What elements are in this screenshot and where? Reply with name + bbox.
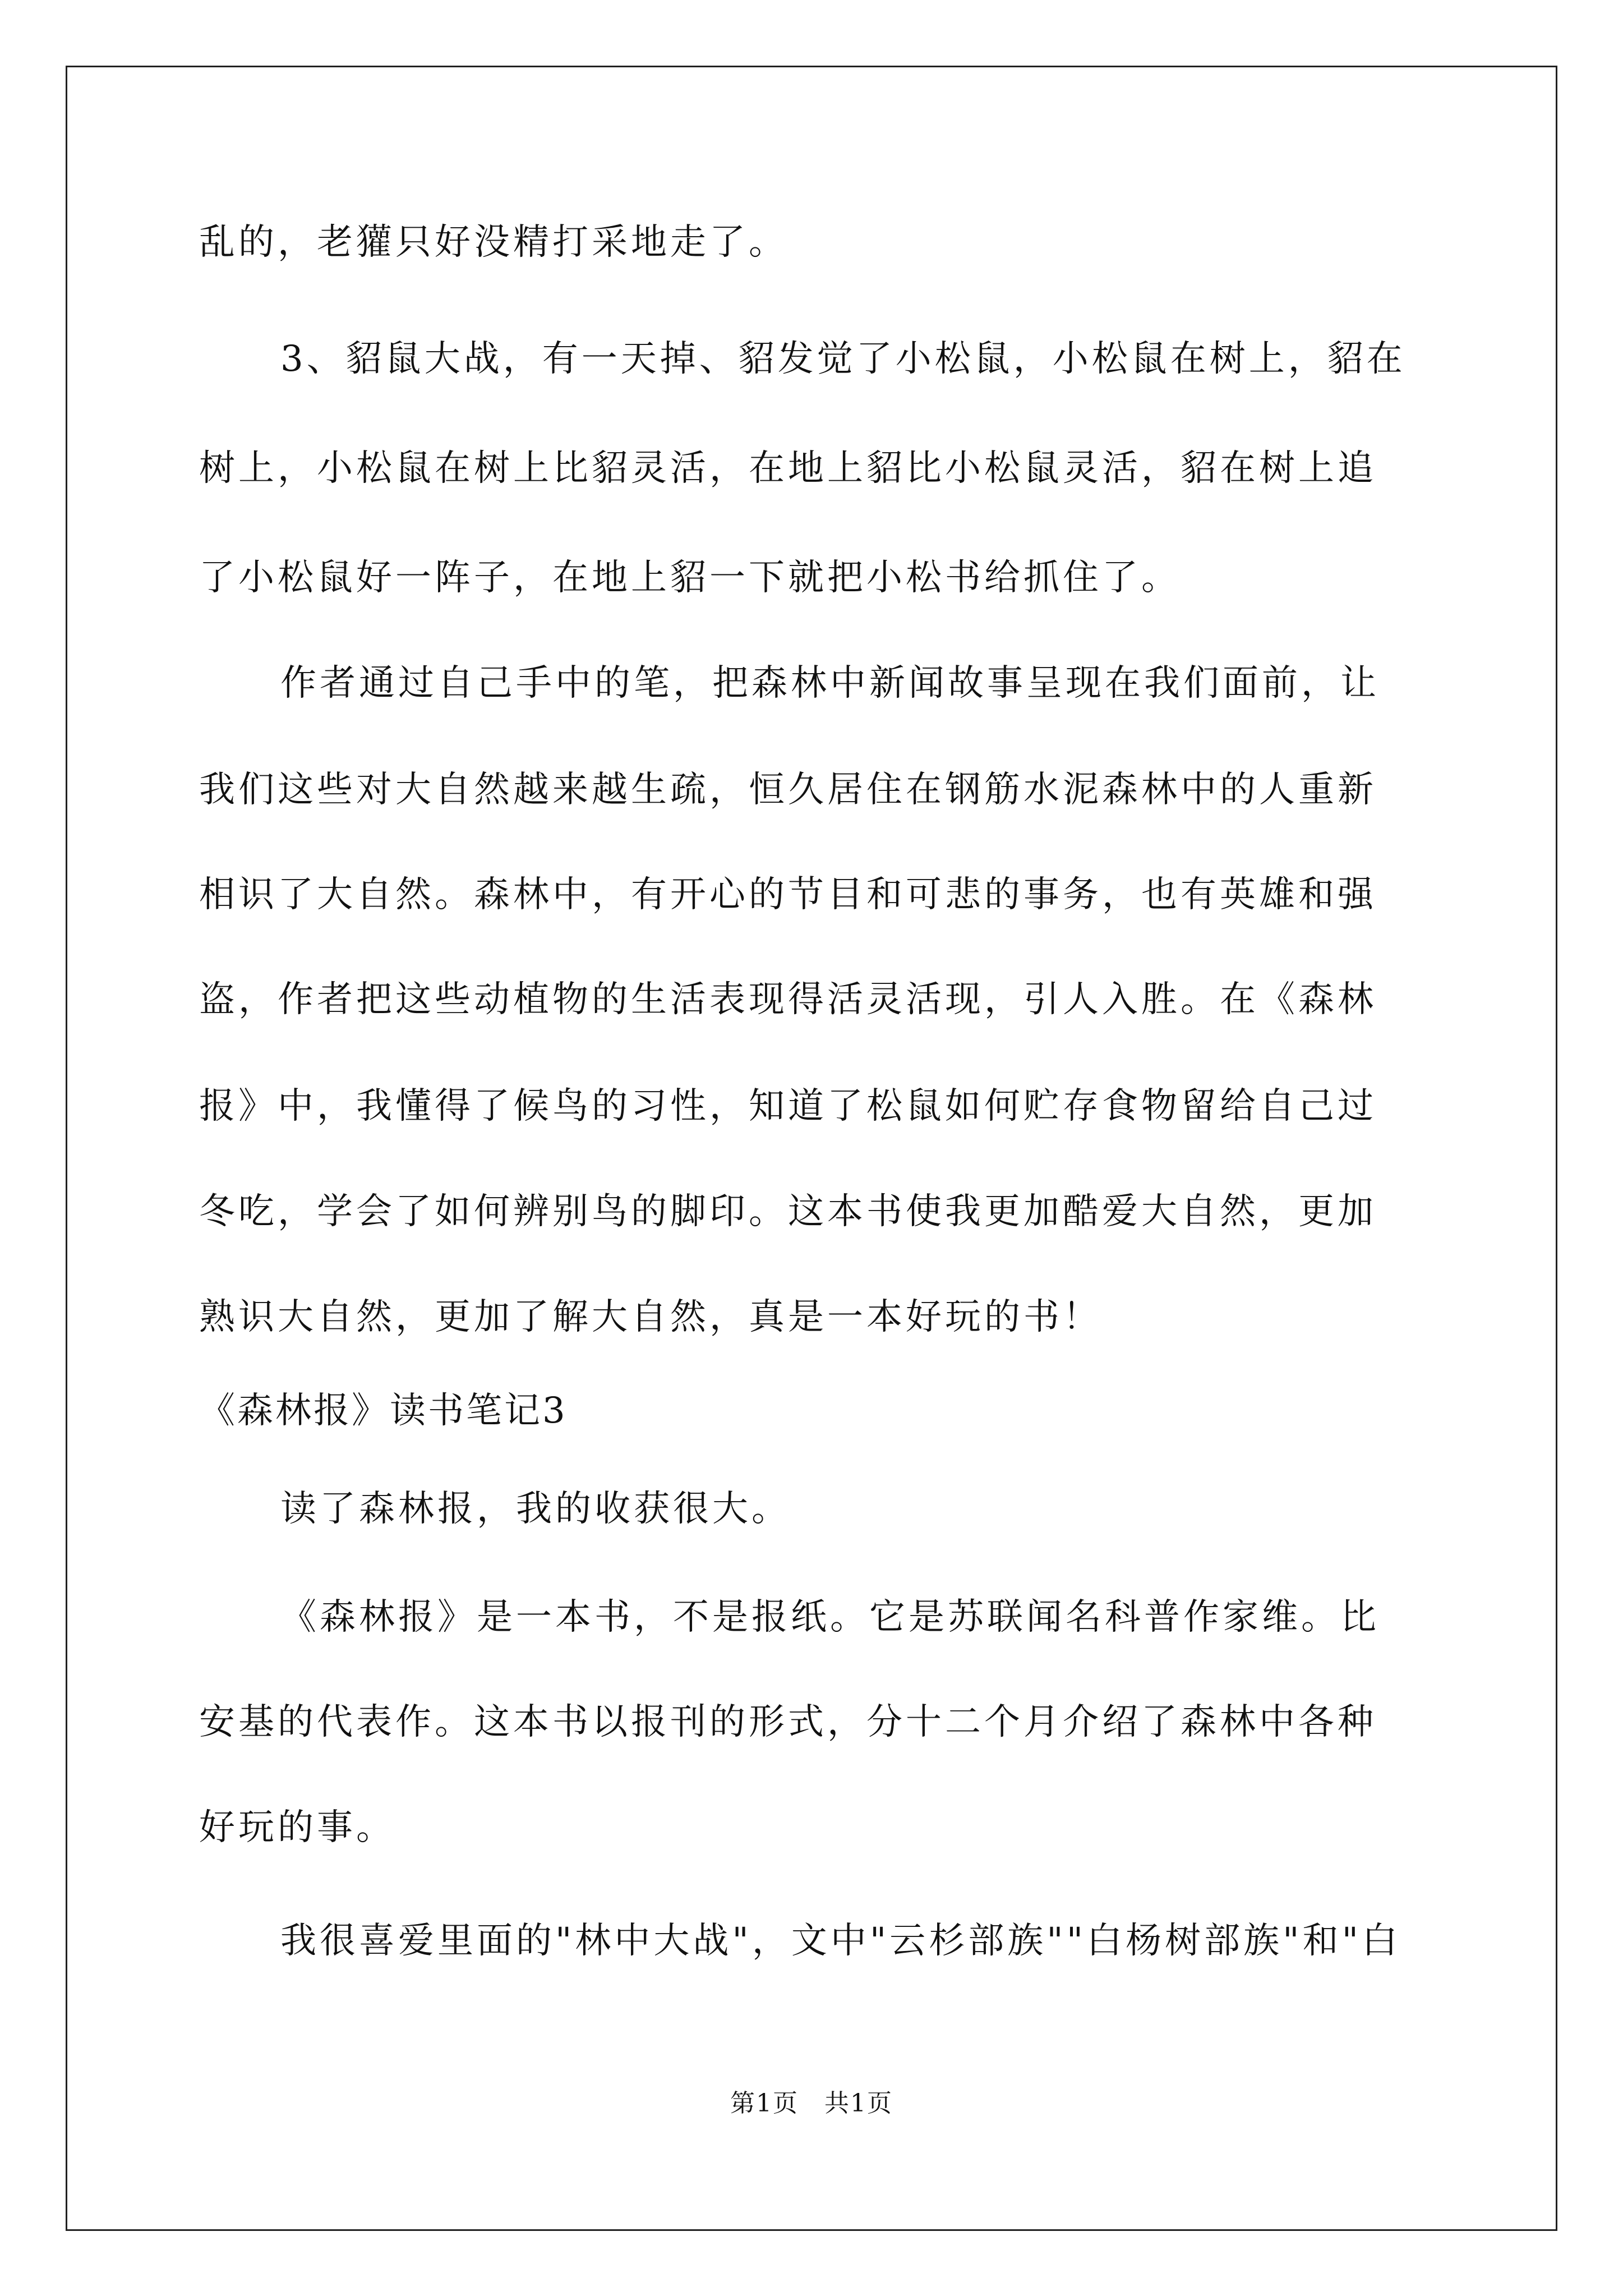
page-border <box>66 66 1557 2231</box>
paragraph-line: 《森林报》是一本书，不是报纸。它是苏联闻名科普作家维。比 <box>280 1596 1380 1638</box>
section-title: 《森林报》读书笔记3 <box>199 1390 568 1432</box>
paragraph-line: 我们这些对大自然越来越生疏，恒久居住在钢筋水泥森林中的人重新 <box>199 769 1377 811</box>
paragraph-line: 我很喜爱里面的"林中大战"，文中"云杉部族""白杨树部族"和"白 <box>280 1920 1401 1962</box>
paragraph-line: 熟识大自然，更加了解大自然，真是一本好玩的书！ <box>199 1296 1102 1338</box>
paragraph-line: 了小松鼠好一阵子，在地上貂一下就把小松书给抓住了。 <box>199 557 1181 599</box>
paragraph-line: 安基的代表作。这本书以报刊的形式，分十二个月介绍了森林中各种 <box>199 1701 1377 1743</box>
paragraph-line: 好玩的事。 <box>199 1807 395 1848</box>
paragraph-line: 盗，作者把这些动植物的生活表现得活灵活现，引人入胜。在《森林 <box>199 979 1377 1020</box>
paragraph-line: 读了森林报，我的收获很大。 <box>280 1488 791 1530</box>
paragraph-line: 相识了大自然。森林中，有开心的节目和可悲的事务，也有英雄和强 <box>199 874 1377 915</box>
paragraph-line: 作者通过自己手中的笔，把森林中新闻故事呈现在我们面前，让 <box>280 662 1380 704</box>
paragraph-line: 乱的，老獾只好没精打采地走了。 <box>199 222 788 263</box>
page-footer: 第1页 共1页 <box>730 2089 893 2118</box>
paragraph-line: 报》中，我懂得了候鸟的习性，知道了松鼠如何贮存食物留给自己过 <box>199 1085 1377 1127</box>
paragraph-line: 冬吃，学会了如何辨别鸟的脚印。这本书使我更加酷爱大自然，更加 <box>199 1191 1377 1232</box>
paragraph-line: 树上，小松鼠在树上比貂灵活，在地上貂比小松鼠灵活，貂在树上追 <box>199 448 1377 489</box>
paragraph-line: 3、貂鼠大战，有一天掉、貂发觉了小松鼠，小松鼠在树上，貂在 <box>280 338 1406 380</box>
